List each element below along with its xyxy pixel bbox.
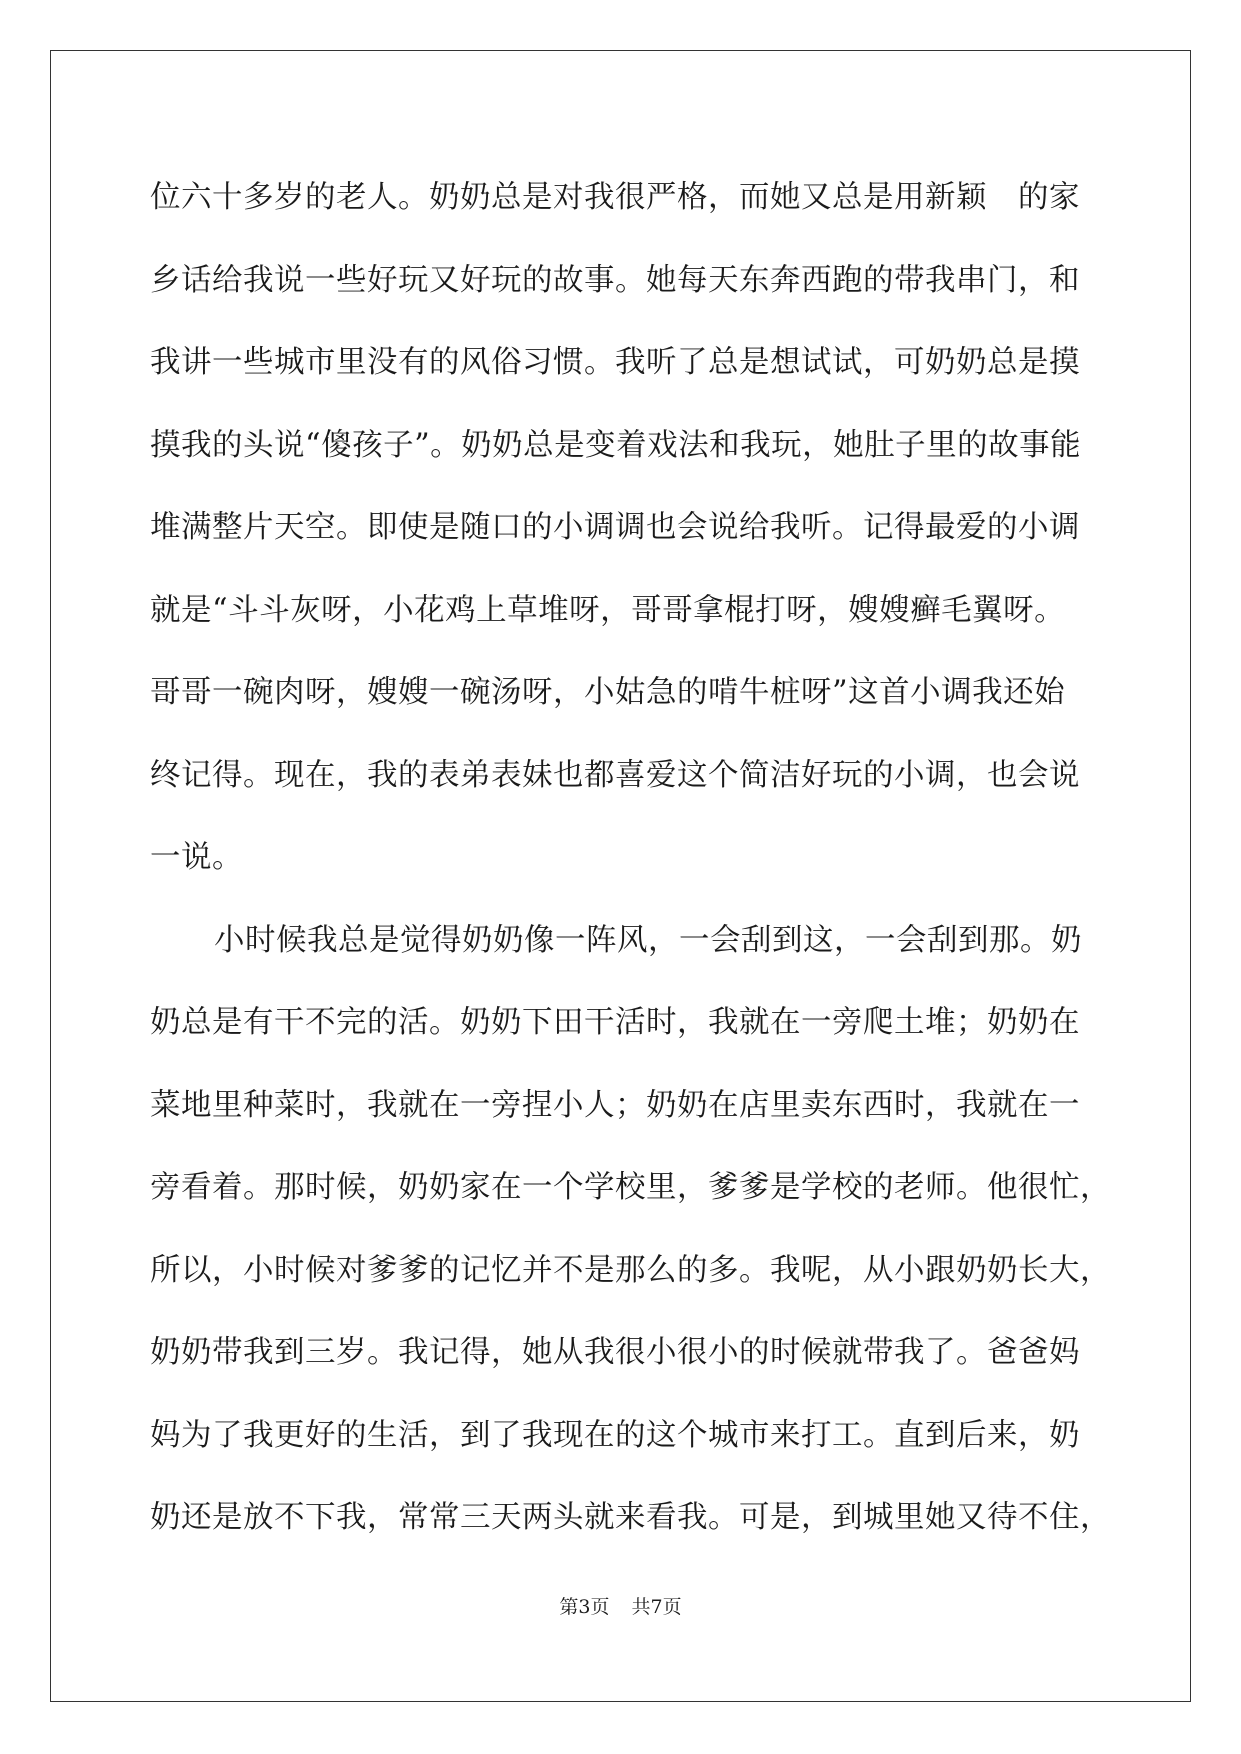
page-total: 共7页 [631, 1596, 682, 1618]
text-line: 哥哥一碗肉呀，嫂嫂一碗汤呀，小姑急的啃牛桩呀”这首小调我还始 [150, 675, 1066, 710]
text-line: 菜地里种菜时，我就在一旁捏小人；奶奶在店里卖东西时，我就在一 [150, 1087, 1080, 1123]
body-text [150, 157, 1111, 1560]
text-line: 就是“斗斗灰呀，小花鸡上草堆呀，哥哥拿棍打呀，嫂嫂癣毛翼呀。 [150, 592, 1066, 628]
page-number: 第3页 [559, 1596, 610, 1618]
text-line: 摸我的头说“傻孩子”。奶奶总是变着戏法和我玩，她肚子里的故事能 [150, 427, 1082, 463]
text-line: 乡话给我说一些好玩又好玩的故事。她每天东奔西跑的带我串门，和 [150, 262, 1080, 298]
text-line: 妈为了我更好的生活，到了我现在的这个城市来打工。直到后来，奶 [150, 1417, 1080, 1453]
text-line: 一说。 [150, 840, 243, 875]
page-footer [0, 1592, 1241, 1619]
text-line: 旁看着。那时候，奶奶家在一个学校里，爹爹是学校的老师。他很忙， [150, 1170, 1111, 1205]
text-line: 奶总是有干不完的活。奶奶下田干活时，我就在一旁爬土堆；奶奶在 [150, 1005, 1080, 1040]
text-line: 小时候我总是觉得奶奶像一阵风，一会刮到这，一会刮到那。奶 [214, 922, 1082, 958]
text-line: 奶还是放不下我，常常三天两头就来看我。可是，到城里她又待不住， [150, 1500, 1111, 1535]
text-line: 堆满整片天空。即使是随口的小调调也会说给我听。记得最爱的小调 [150, 510, 1080, 545]
text-line: 我讲一些城市里没有的风俗习惯。我听了总是想试试，可奶奶总是摸 [150, 345, 1080, 380]
text-line: 所以，小时候对爹爹的记忆并不是那么的多。我呢，从小跟奶奶长大， [150, 1252, 1111, 1288]
text-line: 位六十多岁的老人。奶奶总是对我很严格，而她又总是用新颖 的家 [150, 180, 1080, 215]
text-line: 奶奶带我到三岁。我记得，她从我很小很小的时候就带我了。爸爸妈 [150, 1335, 1080, 1370]
text-line: 终记得。现在，我的表弟表妹也都喜爱这个简洁好玩的小调，也会说 [150, 757, 1080, 793]
